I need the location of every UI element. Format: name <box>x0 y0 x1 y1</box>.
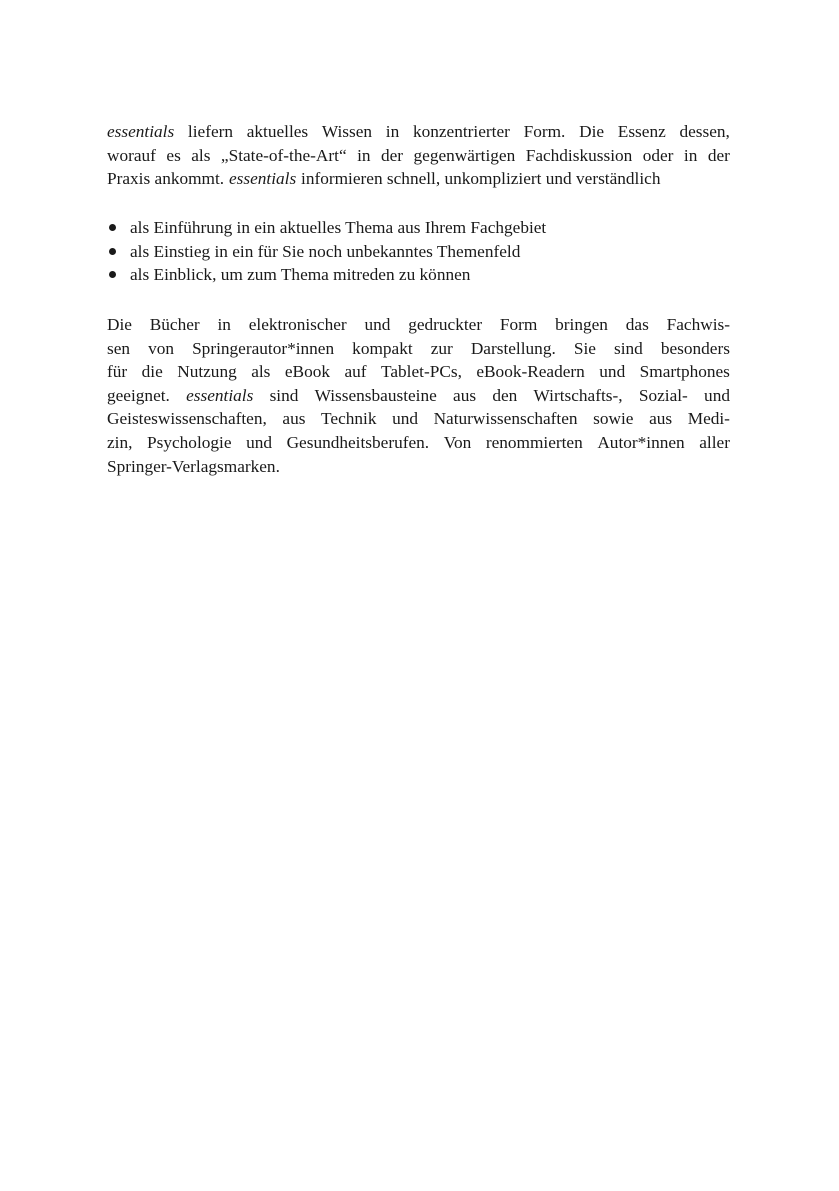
desc-line-7 <box>107 455 730 479</box>
word: zur <box>430 338 453 358</box>
word: der <box>707 145 730 165</box>
word: Geisteswissenschaften, <box>107 409 267 429</box>
intro-paragraph <box>107 120 730 191</box>
word: konzentrierter <box>412 122 510 141</box>
word: bringen <box>555 315 608 334</box>
word: gedruckter <box>408 315 483 334</box>
word: sen <box>107 338 131 358</box>
word: Technik <box>321 409 377 429</box>
word: und <box>599 362 626 382</box>
word: und <box>704 385 730 405</box>
word: Darstellung. <box>470 338 556 358</box>
word: es <box>166 145 181 165</box>
word: Form <box>499 315 538 334</box>
word: Medi- <box>687 409 730 429</box>
word: worauf <box>107 145 156 165</box>
word: Form. <box>523 122 566 141</box>
word: Naturwissenschaften <box>433 409 578 429</box>
desc-line-1 <box>107 313 730 337</box>
word: Nutzung <box>177 362 237 382</box>
word: dessen, <box>679 122 730 141</box>
intro-line-1 <box>107 120 730 144</box>
word: Fachdiskussion <box>525 145 633 165</box>
word: in <box>683 145 698 165</box>
list-item-text: als Einführung in ein aktuelles Thema aus Ihrem Fachgebiet <box>130 218 547 237</box>
word: Autor*innen <box>597 432 685 452</box>
word: die <box>141 362 163 382</box>
essentials-term: essentials <box>228 169 297 189</box>
list-item <box>107 240 730 264</box>
intro-line-3-end: informieren schnell, unkompliziert und verständlich <box>301 169 661 189</box>
word: Psychologie <box>147 432 232 452</box>
word: zin, <box>107 432 133 452</box>
word: Wissen <box>321 122 373 141</box>
word: Tablet-PCs, <box>381 362 462 382</box>
word: und <box>246 432 272 452</box>
desc-line-6 <box>107 431 730 455</box>
word: auf <box>344 362 367 382</box>
word: Wissensbausteine <box>314 385 437 405</box>
word: für <box>107 362 128 382</box>
intro-line-2 <box>107 144 730 168</box>
desc-line-2 <box>107 337 730 361</box>
bullet-icon <box>109 248 116 255</box>
word: Von <box>443 432 472 452</box>
desc-line-4 <box>107 384 730 408</box>
essentials-term: essentials <box>107 122 175 141</box>
list-item <box>107 216 730 240</box>
word: eBook-Readern <box>476 362 585 382</box>
word: Springer-Verlagsmarken. <box>107 456 280 476</box>
list-item-text: als Einblick, um zum Thema mitreden zu können <box>130 265 471 285</box>
word: aktuelles <box>246 122 309 141</box>
word: Wirtschafts-, <box>533 385 623 405</box>
word: elektronischer <box>248 315 347 334</box>
essentials-term: essentials <box>186 385 254 405</box>
list-item <box>107 263 730 287</box>
word: aus <box>453 385 477 405</box>
intro-line-3 <box>107 167 730 191</box>
word: und <box>392 409 418 429</box>
word: Sozial- <box>638 385 688 405</box>
word: Die <box>107 315 132 334</box>
word: gegenwärtigen <box>413 145 516 165</box>
word: den <box>492 385 518 405</box>
word: in <box>217 315 231 334</box>
word: der <box>380 145 404 165</box>
bullet-icon <box>109 224 116 231</box>
word: „State-of-the-Art“ <box>220 145 347 165</box>
bullet-list <box>107 216 730 287</box>
word: geeignet. <box>107 385 170 405</box>
word: liefern <box>187 122 234 141</box>
word: oder <box>642 145 674 165</box>
word: aus <box>649 409 673 429</box>
word: Gesundheitsberufen. <box>286 432 430 452</box>
word: sind <box>613 338 643 358</box>
word: Smartphones <box>639 362 730 382</box>
bullet-icon <box>109 271 116 278</box>
word: Bücher <box>149 315 200 334</box>
word: kompakt <box>352 338 413 358</box>
word: Essenz <box>617 122 666 141</box>
word: in <box>385 122 400 141</box>
description-paragraph <box>107 313 730 478</box>
word: in <box>357 145 371 165</box>
word: sowie <box>593 409 634 429</box>
word: als <box>191 145 211 165</box>
desc-line-5 <box>107 407 730 431</box>
word: Springerautor*innen <box>192 338 335 358</box>
word: als <box>251 362 271 382</box>
word: Die <box>579 122 605 141</box>
desc-line-3 <box>107 360 730 384</box>
intro-line-3-start: Praxis ankommt. <box>107 169 225 189</box>
word: von <box>148 338 175 358</box>
word: das <box>625 315 649 334</box>
word: Sie <box>573 338 596 358</box>
word: besonders <box>660 338 730 358</box>
word: eBook <box>284 362 330 382</box>
word: aller <box>699 432 730 452</box>
word: Fachwis- <box>666 315 730 334</box>
list-item-text: als Einstieg in ein für Sie noch unbekanntes Themenfeld <box>130 241 521 261</box>
word: aus <box>282 409 306 429</box>
word: und <box>364 315 391 334</box>
word: renommierten <box>485 432 583 452</box>
word: sind <box>269 385 299 405</box>
